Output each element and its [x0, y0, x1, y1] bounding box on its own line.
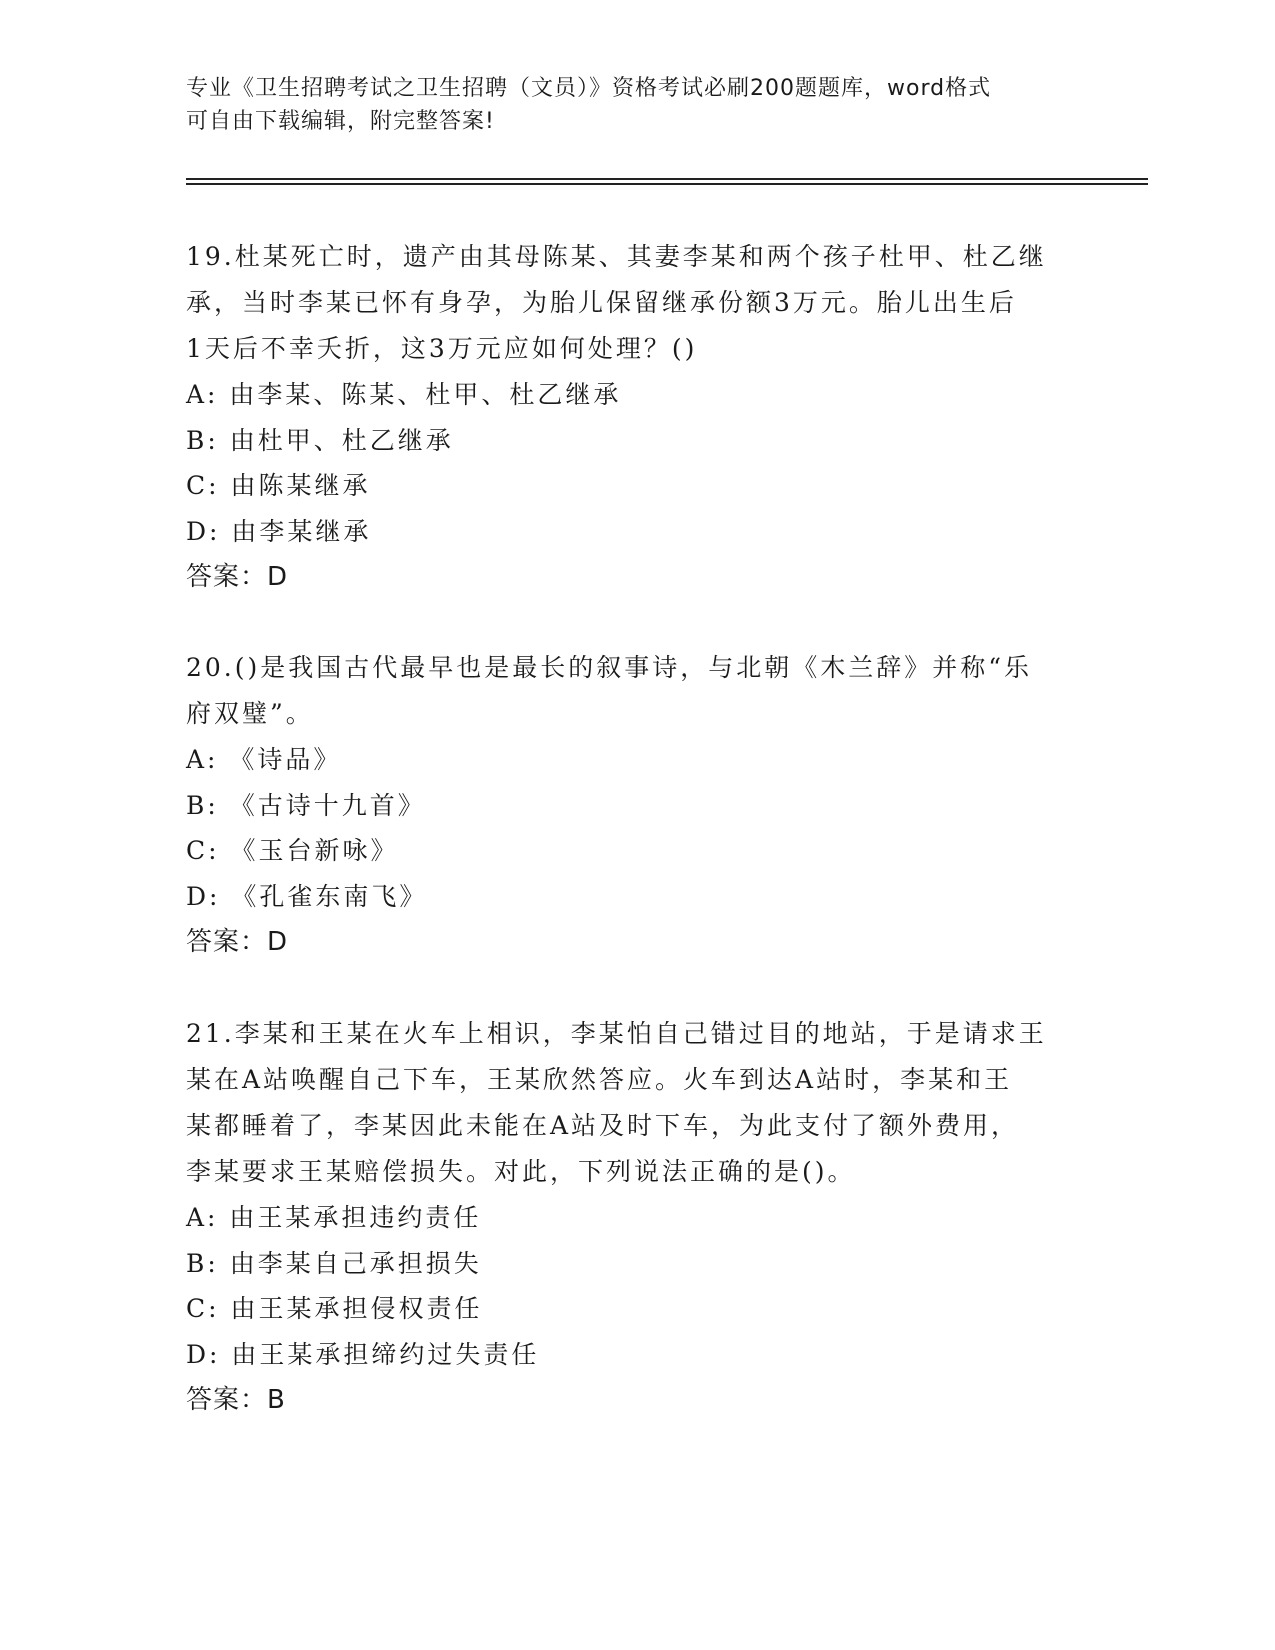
option-b: B: 《古诗十九首》: [186, 790, 426, 820]
answer: 答案：D: [186, 562, 289, 592]
question-line: 承，当时李某已怀有身孕，为胎儿保留继承份额3万元。胎儿出生后: [186, 288, 1017, 317]
question-text: [186, 645, 1086, 737]
question-line: 某都睡着了，李某因此未能在A站及时下车，为此支付了额外费用，: [186, 1111, 1020, 1140]
document-header: [186, 72, 1086, 138]
question-line: 20.()是我国古代最早也是最长的叙事诗，与北朝《木兰辞》并称“乐: [186, 653, 1033, 682]
option-a: A: 《诗品》: [186, 745, 342, 774]
question-text: [186, 1011, 1086, 1195]
question-line: 21.李某和王某在火车上相识，李某怕自己错过目的地站，于是请求王: [186, 1019, 1047, 1048]
question-line: 某在A站唤醒自己下车，王某欣然答应。火车到达A站时，李某和王: [186, 1065, 1013, 1094]
answer: 答案：B: [186, 1385, 286, 1415]
option-c: C: 《玉台新咏》: [186, 836, 399, 865]
option-b: B: 由杜甲、杜乙继承: [186, 425, 454, 455]
question-line: 19.杜某死亡时，遗产由其母陈某、其妻李某和两个孩子杜甲、杜乙继: [186, 242, 1047, 271]
header-divider-bottom: [186, 183, 1148, 185]
question-line: 李某要求王某赔偿损失。对此，下列说法正确的是()。: [186, 1157, 856, 1186]
option-c: C: 由王某承担侵权责任: [186, 1294, 483, 1323]
option-d: D: 由王某承担缔约过失责任: [186, 1339, 540, 1369]
option-a: A: 由李某、陈某、杜甲、杜乙继承: [186, 380, 622, 409]
header-divider-top: [186, 178, 1148, 180]
question-text: [186, 234, 1086, 372]
question-line: 1天后不幸夭折，这3万元应如何处理？(): [186, 334, 698, 363]
header-line-2: 可自由下载编辑，附完整答案!: [186, 109, 495, 134]
question-19: [186, 234, 1086, 600]
option-d: D: 由李某继承: [186, 516, 372, 546]
option-a: A: 由王某承担违约责任: [186, 1203, 482, 1232]
header-line-1: 专业《卫生招聘考试之卫生招聘（文员）》资格考试必刷200题题库，word格式: [186, 76, 992, 101]
question-line: 府双璧”。: [186, 699, 314, 728]
question-20: [186, 645, 1086, 965]
answer: 答案：D: [186, 927, 289, 957]
question-21: [186, 1011, 1086, 1423]
option-d: D: 《孔雀东南飞》: [186, 881, 428, 911]
option-c: C: 由陈某继承: [186, 471, 371, 500]
option-b: B: 由李某自己承担损失: [186, 1248, 482, 1278]
